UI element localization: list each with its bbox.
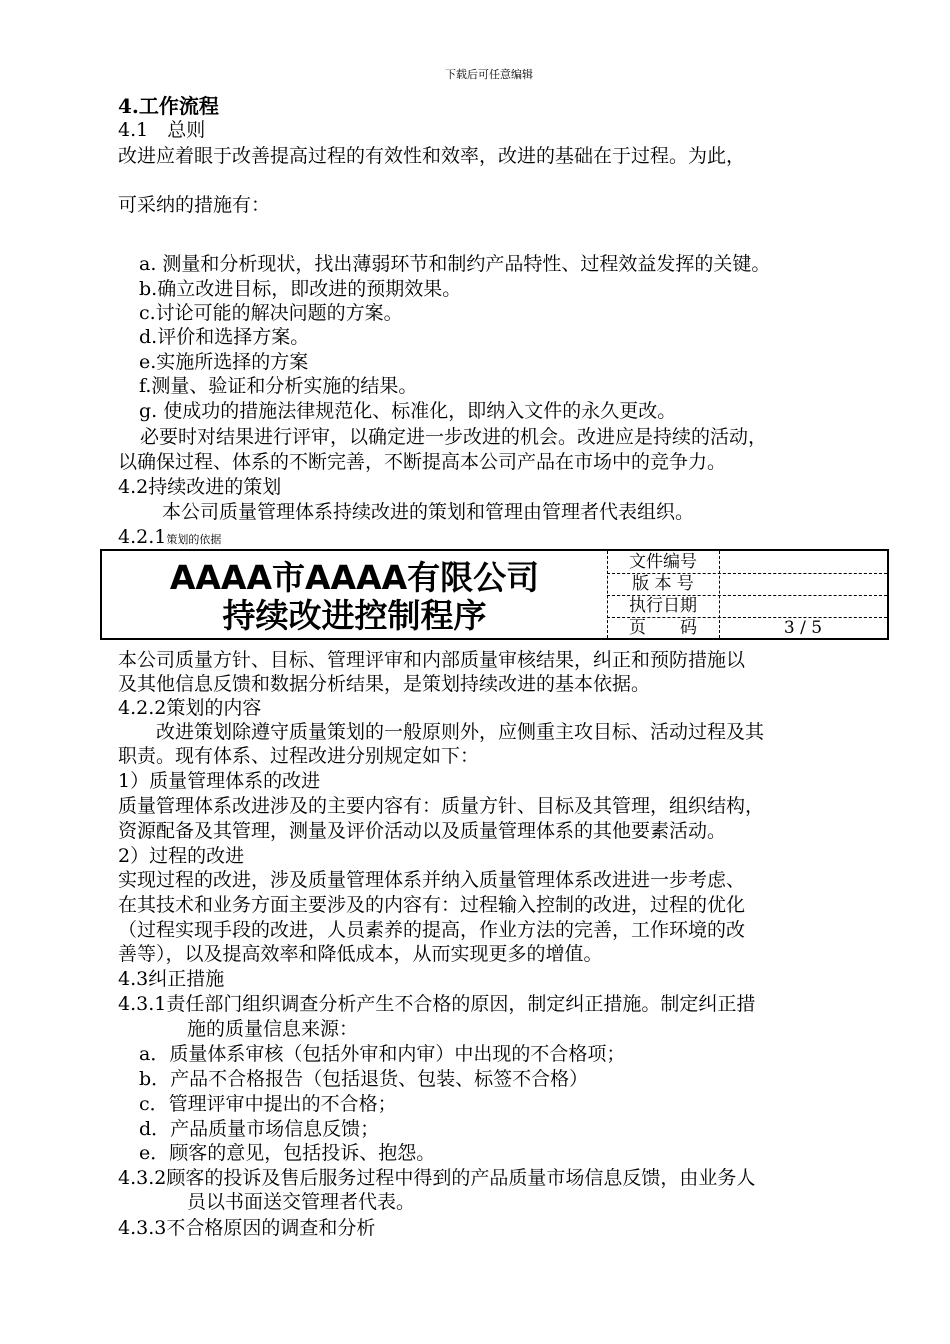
paragraph-line: 资源配备及其管理，测量及评价活动以及质量管理体系的其他要素活动。 [118, 820, 727, 842]
paragraph-line: 本公司质量管理体系持续改进的策划和管理由管理者代表组织。 [162, 501, 695, 523]
list-item: a．质量体系审核（包括外审和内审）中出现的不合格项； [139, 1043, 626, 1065]
paragraph-line: 实现过程的改进，涉及质量管理体系并纳入质量管理体系改进进一步考虑、 [118, 869, 746, 891]
meta-label: 页 码 [629, 618, 697, 638]
section-heading-4-2-1 [118, 525, 221, 549]
section-title-small: 策划的依据 [166, 533, 222, 546]
section-number: 4.2.1 [118, 526, 167, 548]
list-item: f.测量、验证和分析实施的结果。 [139, 375, 418, 397]
meta-label: 执行日期 [629, 596, 697, 616]
paragraph-line: 施的质量信息来源： [187, 1018, 359, 1040]
list-item: g. 使成功的措施法律规范化、标准化，即纳入文件的永久更改。 [139, 400, 677, 422]
document-header-box [100, 549, 889, 640]
paragraph-line: 职责。现有体系、过程改进分别规定如下： [118, 745, 480, 767]
list-item: d.评价和选择方案。 [139, 326, 310, 348]
meta-row-version [607, 573, 887, 595]
paragraph-line: 及其他信息反馈和数据分析结果，是策划持续改进的基本依据。 [118, 673, 651, 695]
section-heading-4: 4.工作流程 [118, 94, 219, 118]
subsection-heading: 2）过程的改进 [118, 845, 245, 867]
list-item: d．产品质量市场信息反馈； [139, 1118, 380, 1140]
document-title: 持续改进控制程序 [222, 596, 487, 635]
meta-label: 文件编号 [629, 552, 697, 572]
paragraph-line: （过程实现手段的改进，人员素养的提高，作业方法的完善，工作环境的改 [118, 919, 746, 941]
paragraph-line: 4.3.1责任部门组织调查分析产生不合格的原因，制定纠正措施。制定纠正措 [118, 993, 756, 1015]
list-item: b.确立改进目标，即改进的预期效果。 [139, 278, 462, 300]
paragraph-line: 善等），以及提高效率和降低成本，从而实现更多的增值。 [118, 943, 603, 965]
company-name: AAAA市AAAA有限公司 [169, 558, 540, 597]
section-heading-4-1: 4.1 总则 [118, 119, 206, 141]
section-heading-4-2: 4.2持续改进的策划 [118, 476, 282, 498]
document-meta-table [607, 551, 887, 638]
paragraph-line: 质量管理体系改进涉及的主要内容有：质量方针、目标及其管理，组织结构， [118, 795, 765, 817]
section-heading-4-3-3: 4.3.3不合格原因的调查和分析 [118, 1217, 376, 1239]
list-item: c．管理评审中提出的不合格； [139, 1093, 397, 1115]
list-item: b．产品不合格报告（包括退货、包装、标签不合格） [139, 1068, 589, 1090]
meta-row-page [607, 617, 887, 639]
meta-value: 3 / 5 [783, 618, 823, 638]
subsection-heading: 1）质量管理体系的改进 [118, 770, 321, 792]
paragraph-line: 4.3.2顾客的投诉及售后服务过程中得到的产品质量市场信息反馈，由业务人 [118, 1167, 756, 1189]
top-note: 下载后可任意编辑 [445, 68, 533, 81]
section-heading-4-2-2: 4.2.2策划的内容 [118, 697, 262, 719]
section-heading-4-3: 4.3纠正措施 [118, 968, 225, 990]
paragraph-line: 必要时对结果进行评审，以确定进一步改进的机会。改进应是持续的活动， [140, 426, 768, 448]
paragraph-line: 本公司质量方针、目标、管理评审和内部质量审核结果，纠正和预防措施以 [118, 649, 746, 671]
paragraph-line: 在其技术和业务方面主要涉及的内容有：过程输入控制的改进，过程的优化 [118, 894, 746, 916]
paragraph-line: 改进应着眼于改善提高过程的有效性和效率，改进的基础在于过程。为此， [118, 145, 746, 167]
paragraph-line: 改进策划除遵守质量策划的一般原则外，应侧重主攻目标、活动过程及其 [156, 721, 765, 743]
meta-row-file-number [607, 551, 887, 573]
paragraph-line: 以确保过程、体系的不断完善，不断提高本公司产品在市场中的竞争力。 [118, 451, 727, 473]
list-item: e．顾客的意见，包括投诉、抱怨。 [139, 1142, 436, 1164]
meta-label: 版 本 号 [632, 574, 694, 594]
meta-row-effective-date [607, 595, 887, 617]
list-item: e.实施所选择的方案 [139, 351, 309, 373]
paragraph-line: 可采纳的措施有： [118, 194, 271, 216]
list-item: a. 测量和分析现状，找出薄弱环节和制约产品特性、过程效益发挥的关键。 [139, 253, 771, 275]
list-item: c.讨论可能的解决问题的方案。 [139, 302, 403, 324]
paragraph-line: 员以书面送交管理者代表。 [187, 1191, 416, 1213]
